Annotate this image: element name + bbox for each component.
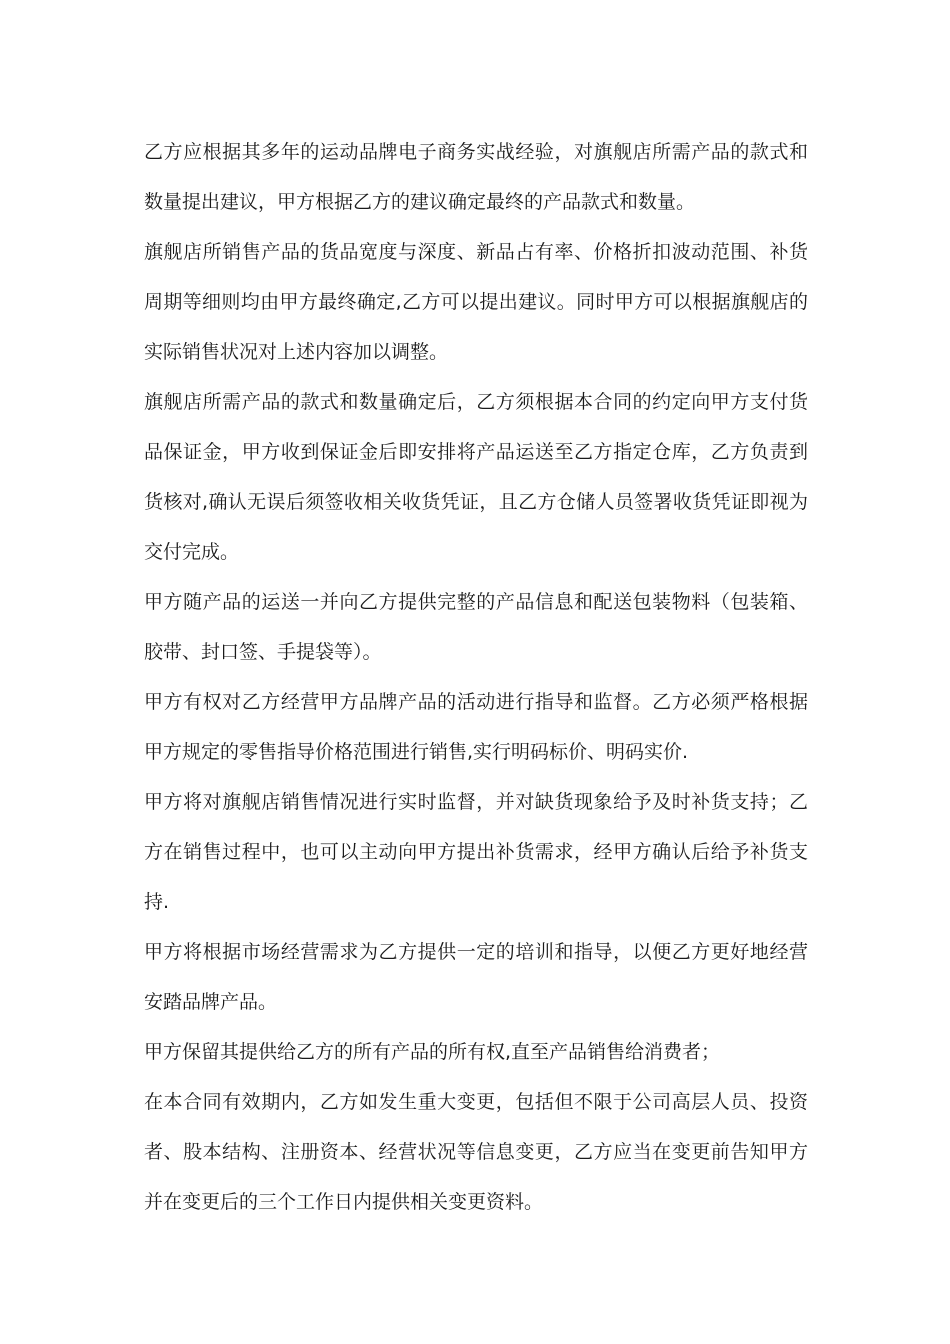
paragraph-5: 甲方有权对乙方经营甲方品牌产品的活动进行指导和监督。乙方必须严格根据甲方规定的零售指导价格范围进行销售,实行明码标价、明码实价. — [144, 691, 808, 763]
document-body — [144, 127, 808, 1227]
paragraph-2: 旗舰店所销售产品的货品宽度与深度、新品占有率、价格折扣波动范围、补货周期等细则均由甲方最终确定,乙方可以提出建议。同时甲方可以根据旗舰店的实际销售状况对上述内容加以调整。 — [144, 241, 808, 363]
paragraph-8: 甲方保留其提供给乙方的所有产品的所有权,直至产品销售给消费者； — [144, 1041, 721, 1063]
paragraph-4: 甲方随产品的运送一并向乙方提供完整的产品信息和配送包装物料（包装箱、胶带、封口签、手提袋等）。 — [144, 591, 808, 663]
paragraph-7: 甲方将根据市场经营需求为乙方提供一定的培训和指导，以便乙方更好地经营安踏品牌产品。 — [144, 941, 808, 1013]
paragraph-9: 在本合同有效期内，乙方如发生重大变更，包括但不限于公司高层人员、投资者、股本结构、注册资本、经营状况等信息变更，乙方应当在变更前告知甲方并在变更后的三个工作日内提供相关变更资料。 — [144, 1091, 808, 1213]
paragraph-6: 甲方将对旗舰店销售情况进行实时监督，并对缺货现象给予及时补货支持；乙方在销售过程中，也可以主动向甲方提出补货需求，经甲方确认后给予补货支持. — [144, 791, 808, 913]
paragraph-1: 乙方应根据其多年的运动品牌电子商务实战经验，对旗舰店所需产品的款式和数量提出建议，甲方根据乙方的建议确定最终的产品款式和数量。 — [144, 141, 808, 213]
paragraph-3: 旗舰店所需产品的款式和数量确定后，乙方须根据本合同的约定向甲方支付货品保证金，甲方收到保证金后即安排将产品运送至乙方指定仓库，乙方负责到货核对,确认无误后须签收相关收货凭证，且乙方仓储人员签署收货凭证即视为交付完成。 — [144, 391, 808, 563]
